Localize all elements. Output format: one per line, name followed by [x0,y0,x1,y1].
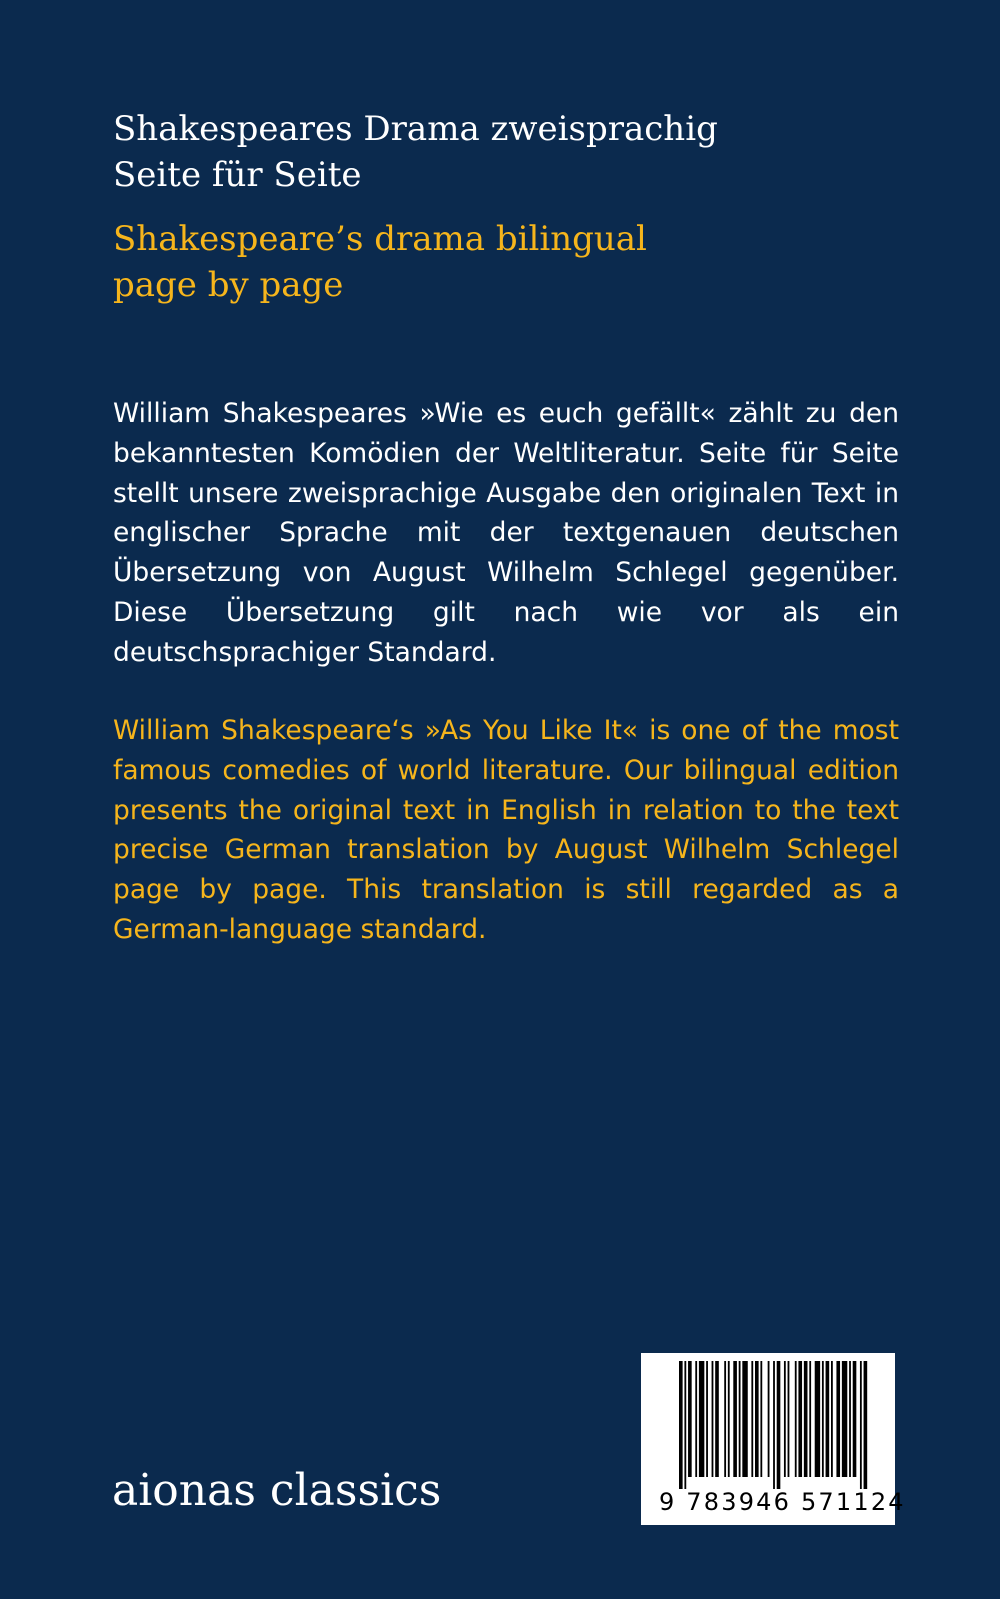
german-title-line-1: Shakespeares Drama zweisprachig [113,109,718,149]
german-title-line-2: Seite für Seite [113,155,362,195]
english-description: William Shakespeare‘s »As You Like It« is one of the most famous comedies of world literature. Our bilingual edition presents the original text in English in relation to the text precise German translation by August Wilhelm Schlegel page by page. This translation is still regarded as a German-language standard. [113,715,899,945]
barcode-bar [822,1361,824,1477]
barcode-bar [742,1361,747,1477]
barcode-bar [773,1361,775,1489]
german-description: William Shakespeares »Wie es euch gefällt« zählt zu den bekanntesten Komödien der Weltliteratur. Seite für Seite stellt unsere zweisprachige Ausgabe den originalen Text in englischer Sprache mit der textgenauen deutschen Übersetzung von August Wilhelm Schlegel gegenüber. Diese Übersetzung gilt nach wie vor als ein deutschsprachiger Standard. [113,398,899,668]
barcode-bar [826,1361,830,1477]
barcode-bar [860,1361,862,1489]
barcode-bar [777,1361,781,1489]
barcode-bar [849,1361,851,1477]
barcode-bar [679,1361,683,1489]
english-title-line-2: page by page [113,265,344,305]
barcode-bar [733,1361,737,1477]
publisher-logo: aionas classics [112,1465,442,1516]
barcode-bar [699,1361,704,1477]
barcode-icon [679,1361,869,1489]
barcode-bar [815,1361,820,1477]
barcode-bar [864,1361,868,1489]
barcode-bar [853,1361,857,1477]
title-block [113,106,913,308]
english-title [113,216,913,308]
barcode-bar [755,1361,759,1477]
barcode-bar [795,1361,797,1477]
barcode-bar [715,1361,719,1477]
barcode-bar [842,1361,847,1477]
barcode-bar [695,1361,697,1477]
barcode-bar [788,1361,790,1477]
barcode-bar [798,1361,802,1477]
barcode-bar [684,1361,686,1489]
english-title-line-1: Shakespeare’s drama bilingual [113,219,647,259]
barcode-bar [728,1361,730,1477]
barcode-bar [768,1361,770,1477]
barcode-bar [751,1361,753,1477]
barcode-bar [760,1361,762,1477]
barcode-bar [739,1361,741,1477]
barcode-bar [836,1361,840,1477]
barcode-bar [784,1361,786,1477]
german-title [113,106,913,198]
barcode-bar [712,1361,714,1477]
barcode-bar [706,1361,708,1477]
barcode-bar [809,1361,811,1477]
barcode-bar [688,1361,692,1477]
barcode [641,1353,906,1525]
barcode-bar [831,1361,833,1477]
isbn-digits: 9 783946 571124 [659,1488,906,1516]
barcode-bar [804,1361,808,1477]
barcode-bar [724,1361,726,1477]
